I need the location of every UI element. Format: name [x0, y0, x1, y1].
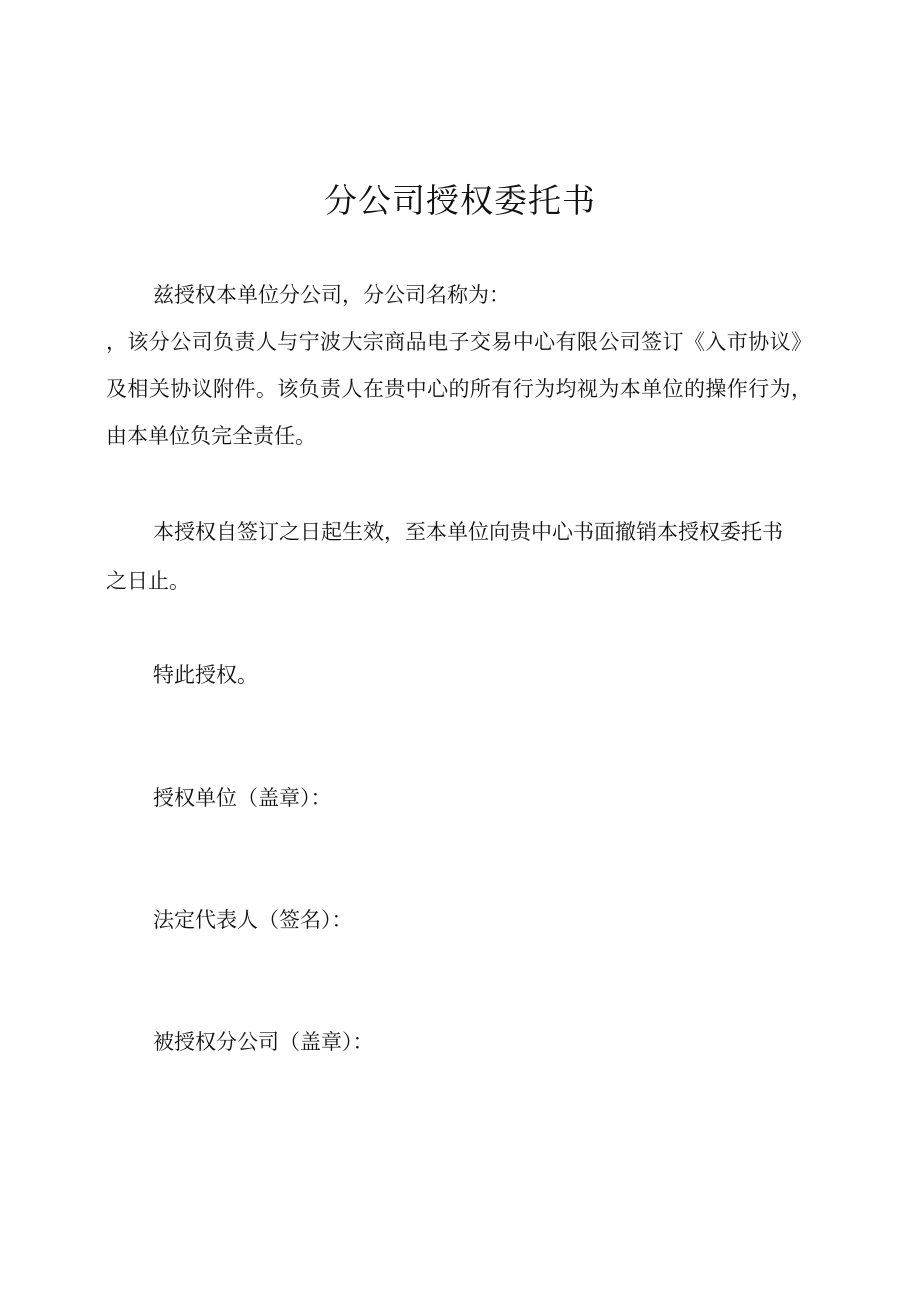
signature-branch: 被授权分公司（盖章）：	[153, 1030, 374, 1054]
paragraph3: 特此授权。	[153, 663, 258, 687]
paragraph1-line1: 兹授权本单位分公司，分公司名称为：	[153, 283, 510, 307]
signature-authorizer: 授权单位（盖章）：	[153, 786, 332, 810]
paragraph2-line1: 本授权自签订之日起生效，至本单位向贵中心书面撤销本授权委托书	[153, 520, 783, 544]
paragraph1-line4: 由本单位负完全责任。	[106, 424, 316, 448]
paragraph1-line2: ，该分公司负责人与宁波大宗商品电子交易中心有限公司签订《入市协议》	[106, 330, 812, 354]
paragraph1-line3: 及相关协议附件。该负责人在贵中心的所有行为均视为本单位的操作行为，	[106, 377, 812, 401]
signature-legal-rep: 法定代表人（签名）：	[153, 908, 353, 932]
document-title: 分公司授权委托书	[324, 181, 596, 220]
paragraph2-line2: 之日止。	[106, 569, 190, 593]
